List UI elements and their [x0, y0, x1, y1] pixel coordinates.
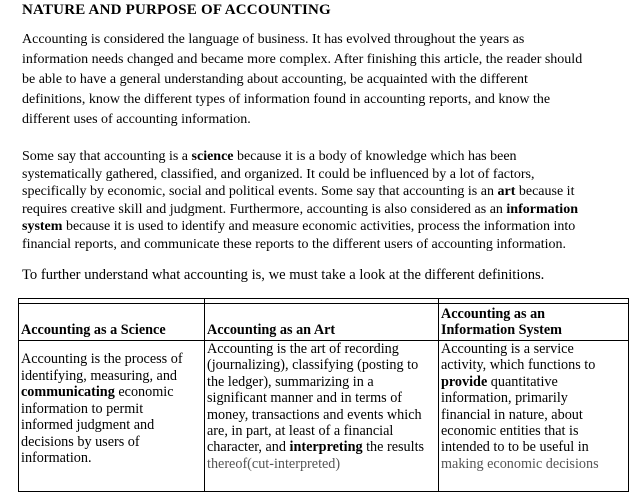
text-line: systematically gathered, classified, and organized. It could be influenced by a lot of factors,: [22, 166, 535, 182]
cell-art-definition: Accounting is the art of recording (journalizing), classifying (posting to the ledger), summarizing in a significant manner and in terms of money, transactions and events which are, in part, at least of a financial character, and interpreting the results thereof(cut-interpreted): [205, 341, 439, 492]
art-term: art: [497, 184, 516, 199]
text-line: system because it is used to identify and measure economic activities, process the information into: [22, 219, 576, 234]
text-line: be able to have a general understanding about accounting, be acquainted with the different: [22, 72, 528, 87]
science-term: science: [191, 149, 234, 164]
lead-in-paragraph: To further understand what accounting is, we must take a look at the different definitions.: [22, 267, 545, 283]
header-art: Accounting as an Art: [205, 304, 439, 341]
header-science: Accounting as a Science: [19, 304, 205, 341]
text-line: Some say that accounting is a science because it is a body of knowledge which has been: [22, 149, 517, 164]
cell-information-system-definition: Accounting is a service activity, which functions to provide quantitative information, primarily financial in nature, about economic entities that is intended to to be useful in making economic decisions: [439, 341, 629, 492]
system-term: system: [22, 219, 63, 234]
document-title: NATURE AND PURPOSE OF ACCOUNTING: [22, 2, 331, 18]
text-line: requires creative skill and judgment. Furthermore, accounting is also considered as an information: [22, 201, 578, 217]
definitions-paragraph: [22, 148, 634, 253]
communicating-term: communicating: [21, 384, 115, 400]
text-line: specifically by economic, social and political events. Some say that accounting is an art because it: [22, 184, 575, 199]
text-line: definitions, know the different types of information found in accounting reports, and know the: [22, 92, 551, 107]
intro-paragraph: [22, 30, 634, 130]
interpreting-term: interpreting: [289, 439, 363, 456]
text-line: information needs changed and became more complex. After finishing this article, the reader should: [22, 52, 583, 67]
definitions-table: [18, 298, 629, 492]
text-line: Accounting is considered the language of business. It has evolved throughout the years as: [22, 32, 525, 47]
cell-science-definition: Accounting is the process of identifying, measuring, and communicating economic information to permit informed judgment and decisions by users of information.: [19, 341, 205, 492]
text-line: financial reports, and communicate these reports to the different users of accounting information.: [22, 236, 567, 252]
provide-term: provide: [441, 373, 488, 390]
information-term: information: [506, 201, 578, 217]
text-line: different uses of accounting information.: [22, 112, 251, 127]
header-information-system: Accounting as an Information System: [439, 304, 629, 341]
